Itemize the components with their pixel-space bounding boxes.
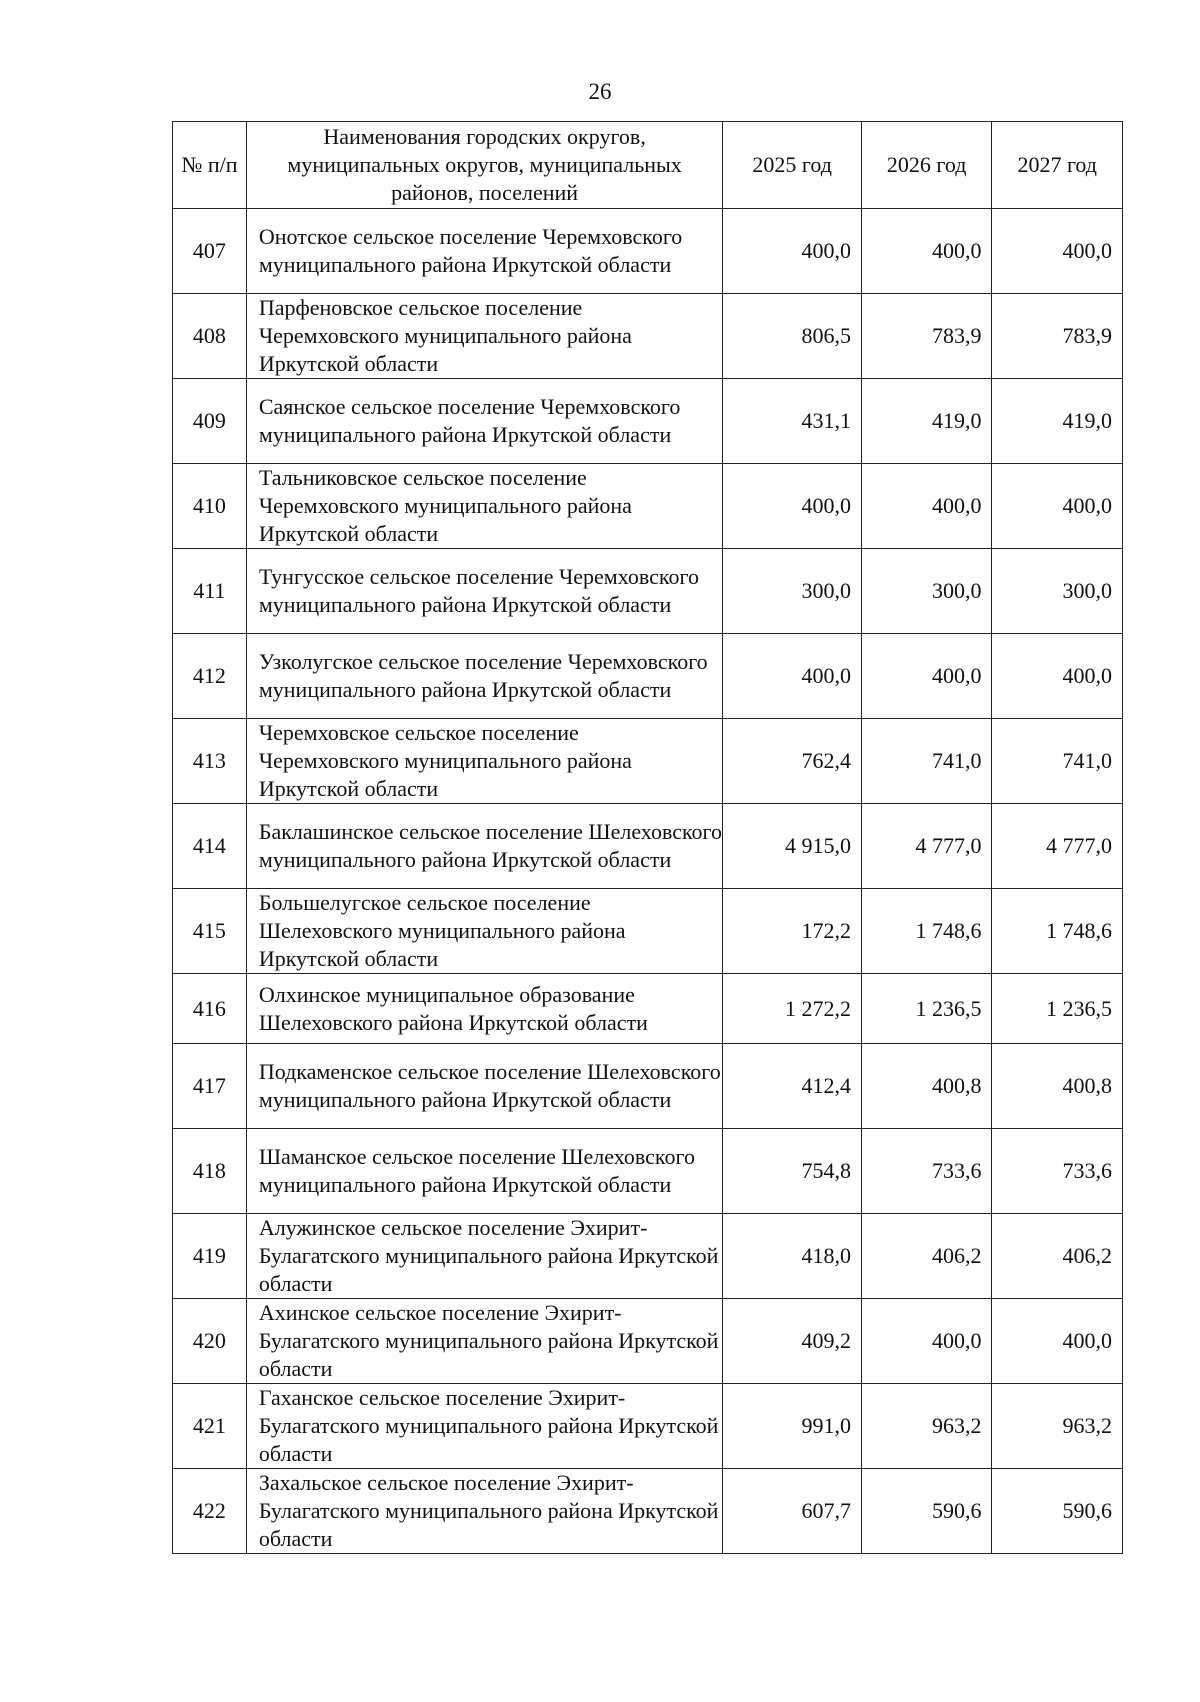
row-name: Алужинское сельское поселение Эхирит-Булагатского муниципального района Иркутской области xyxy=(246,1214,723,1299)
row-value-2027: 419,0 xyxy=(992,379,1123,464)
table-row xyxy=(173,804,1123,889)
row-value-2026: 741,0 xyxy=(861,719,992,804)
row-name: Черемховское сельское поселение Черемховского муниципального района Иркутской области xyxy=(246,719,723,804)
row-name: Шаманское сельское поселение Шелеховского муниципального района Иркутской области xyxy=(246,1129,723,1214)
row-value-2026: 783,9 xyxy=(861,294,992,379)
table-row xyxy=(173,1214,1123,1299)
header-row xyxy=(173,122,1123,209)
row-value-2026: 1 748,6 xyxy=(861,889,992,974)
row-value-2026: 1 236,5 xyxy=(861,974,992,1044)
row-name: Саянское сельское поселение Черемховского муниципального района Иркутской области xyxy=(246,379,723,464)
table-row xyxy=(173,634,1123,719)
row-number: 410 xyxy=(173,464,247,549)
row-value-2025: 806,5 xyxy=(723,294,862,379)
row-number: 418 xyxy=(173,1129,247,1214)
row-value-2025: 412,4 xyxy=(723,1044,862,1129)
row-value-2026: 400,0 xyxy=(861,209,992,294)
row-number: 422 xyxy=(173,1469,247,1554)
row-value-2025: 400,0 xyxy=(723,634,862,719)
row-value-2026: 400,0 xyxy=(861,634,992,719)
row-value-2025: 172,2 xyxy=(723,889,862,974)
header-year-2025: 2025 год xyxy=(723,122,862,209)
row-number: 408 xyxy=(173,294,247,379)
row-name: Узколугское сельское поселение Черемховского муниципального района Иркутской области xyxy=(246,634,723,719)
row-value-2025: 400,0 xyxy=(723,464,862,549)
row-value-2027: 400,0 xyxy=(992,1299,1123,1384)
row-value-2027: 590,6 xyxy=(992,1469,1123,1554)
row-value-2026: 590,6 xyxy=(861,1469,992,1554)
row-value-2025: 754,8 xyxy=(723,1129,862,1214)
row-value-2025: 4 915,0 xyxy=(723,804,862,889)
row-value-2027: 1 748,6 xyxy=(992,889,1123,974)
table-body xyxy=(173,209,1123,1554)
row-value-2026: 4 777,0 xyxy=(861,804,992,889)
row-number: 415 xyxy=(173,889,247,974)
row-value-2025: 418,0 xyxy=(723,1214,862,1299)
table-row xyxy=(173,1469,1123,1554)
row-value-2025: 300,0 xyxy=(723,549,862,634)
row-name: Гаханское сельское поселение Эхирит-Булагатского муниципального района Иркутской области xyxy=(246,1384,723,1469)
row-number: 409 xyxy=(173,379,247,464)
table-row xyxy=(173,464,1123,549)
row-value-2025: 431,1 xyxy=(723,379,862,464)
row-value-2026: 733,6 xyxy=(861,1129,992,1214)
row-number: 420 xyxy=(173,1299,247,1384)
row-number: 419 xyxy=(173,1214,247,1299)
table-row xyxy=(173,549,1123,634)
row-number: 414 xyxy=(173,804,247,889)
table-row xyxy=(173,1384,1123,1469)
row-value-2026: 419,0 xyxy=(861,379,992,464)
row-name: Баклашинское сельское поселение Шелеховского муниципального района Иркутской области xyxy=(246,804,723,889)
row-value-2027: 1 236,5 xyxy=(992,974,1123,1044)
budget-table xyxy=(172,121,1123,1554)
table-row xyxy=(173,719,1123,804)
table-row xyxy=(173,209,1123,294)
row-value-2025: 409,2 xyxy=(723,1299,862,1384)
row-value-2026: 406,2 xyxy=(861,1214,992,1299)
row-number: 407 xyxy=(173,209,247,294)
row-name: Тунгусское сельское поселение Черемховского муниципального района Иркутской области xyxy=(246,549,723,634)
row-value-2027: 4 777,0 xyxy=(992,804,1123,889)
header-year-2026: 2026 год xyxy=(861,122,992,209)
row-value-2027: 400,8 xyxy=(992,1044,1123,1129)
row-value-2027: 963,2 xyxy=(992,1384,1123,1469)
header-name: Наименования городских округов, муниципальных округов, муниципальных районов, поселений xyxy=(246,122,723,209)
row-name: Тальниковское сельское поселение Черемховского муниципального района Иркутской области xyxy=(246,464,723,549)
table-row xyxy=(173,1044,1123,1129)
row-number: 421 xyxy=(173,1384,247,1469)
row-number: 416 xyxy=(173,974,247,1044)
row-name: Большелугское сельское поселение Шелеховского муниципального района Иркутской области xyxy=(246,889,723,974)
page-number: 26 xyxy=(588,79,612,104)
table-row xyxy=(173,379,1123,464)
header-number: № п/п xyxy=(173,122,247,209)
row-value-2026: 963,2 xyxy=(861,1384,992,1469)
row-value-2026: 400,0 xyxy=(861,464,992,549)
row-number: 413 xyxy=(173,719,247,804)
row-value-2027: 300,0 xyxy=(992,549,1123,634)
row-value-2025: 1 272,2 xyxy=(723,974,862,1044)
row-value-2027: 733,6 xyxy=(992,1129,1123,1214)
row-value-2026: 400,0 xyxy=(861,1299,992,1384)
row-name: Онотское сельское поселение Черемховского муниципального района Иркутской области xyxy=(246,209,723,294)
row-name: Подкаменское сельское поселение Шелеховского муниципального района Иркутской области xyxy=(246,1044,723,1129)
row-value-2026: 400,8 xyxy=(861,1044,992,1129)
row-value-2025: 762,4 xyxy=(723,719,862,804)
table-row xyxy=(173,294,1123,379)
header-year-2027: 2027 год xyxy=(992,122,1123,209)
row-value-2025: 991,0 xyxy=(723,1384,862,1469)
row-value-2027: 400,0 xyxy=(992,464,1123,549)
table-row xyxy=(173,1129,1123,1214)
row-number: 411 xyxy=(173,549,247,634)
row-value-2027: 406,2 xyxy=(992,1214,1123,1299)
row-value-2025: 607,7 xyxy=(723,1469,862,1554)
table-header xyxy=(173,122,1123,209)
row-number: 412 xyxy=(173,634,247,719)
row-value-2027: 741,0 xyxy=(992,719,1123,804)
row-value-2027: 400,0 xyxy=(992,209,1123,294)
row-value-2027: 783,9 xyxy=(992,294,1123,379)
row-number: 417 xyxy=(173,1044,247,1129)
table-row xyxy=(173,889,1123,974)
row-name: Парфеновское сельское поселение Черемховского муниципального района Иркутской области xyxy=(246,294,723,379)
table-row xyxy=(173,974,1123,1044)
row-name: Ахинское сельское поселение Эхирит-Булагатского муниципального района Иркутской области xyxy=(246,1299,723,1384)
row-name: Захальское сельское поселение Эхирит-Булагатского муниципального района Иркутской области xyxy=(246,1469,723,1554)
row-value-2027: 400,0 xyxy=(992,634,1123,719)
row-value-2025: 400,0 xyxy=(723,209,862,294)
row-name: Олхинское муниципальное образование Шелеховского района Иркутской области xyxy=(246,974,723,1044)
row-value-2026: 300,0 xyxy=(861,549,992,634)
table-row xyxy=(173,1299,1123,1384)
